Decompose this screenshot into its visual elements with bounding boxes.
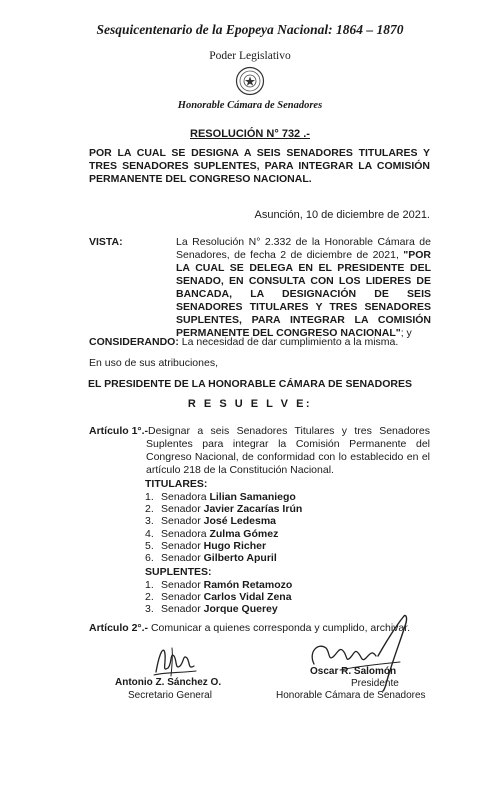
item-number: 3. <box>145 603 154 616</box>
article-1-label: Artículo 1°.- <box>89 425 149 437</box>
coat-of-arms-seal-icon <box>235 66 265 96</box>
item-title: Senador <box>161 503 201 516</box>
presidente-heading: EL PRESIDENTE DE LA HONORABLE CÁMARA DE SENADORES <box>88 378 412 390</box>
item-title: Senador <box>161 539 201 552</box>
suplentes-heading: SUPLENTES: <box>145 566 212 578</box>
considerando-label: CONSIDERANDO: <box>89 336 179 348</box>
vista-label: VISTA: <box>89 236 123 248</box>
suplentes-list <box>145 579 292 616</box>
signature-left <box>150 642 200 680</box>
titulares-list <box>145 491 302 564</box>
list-item <box>145 552 302 564</box>
item-name: Gilberto Apuril <box>203 552 277 565</box>
list-item <box>145 503 302 515</box>
secretary-role: Secretario General <box>128 690 212 701</box>
item-title: Senador <box>161 552 201 565</box>
resuelve-heading: R E S U E L V E: <box>187 398 313 410</box>
institution-name: Poder Legislativo <box>209 50 291 62</box>
list-item <box>145 528 302 540</box>
item-name: Lilian Samaniego <box>209 491 296 503</box>
item-number: 2. <box>145 503 154 516</box>
list-item <box>145 603 292 615</box>
item-number: 2. <box>145 591 154 604</box>
item-number: 5. <box>145 539 154 552</box>
item-name: Zulma Gómez <box>209 527 279 540</box>
vista-text-end: ; y <box>400 327 412 339</box>
president-name: Oscar R. Salomón <box>310 666 397 677</box>
item-number: 4. <box>145 527 154 540</box>
chamber-name: Honorable Cámara de Senadores <box>177 100 323 111</box>
article-2-text: Comunicar a quienes corresponda y cumplido, archivar. <box>148 622 411 634</box>
secretary-name: Antonio Z. Sánchez O. <box>115 677 222 688</box>
list-item <box>145 515 302 527</box>
list-item <box>145 579 292 591</box>
item-number: 6. <box>145 552 154 565</box>
considerando <box>89 336 398 348</box>
considerando-text: La necesidad de dar cumplimiento a la misma. <box>178 336 399 348</box>
item-title: Senador <box>161 579 201 591</box>
president-role: Presidente <box>351 678 399 689</box>
resolution-title <box>0 128 500 140</box>
vista-text <box>176 236 431 340</box>
president-organization: Honorable Cámara de Senadores <box>276 690 426 701</box>
article-2-label: Artículo 2°.- <box>89 622 149 634</box>
article-1-text: Designar a seis Senadores Titulares y tres Senadores Suplentes para integrar la Comisión Permanente del Congreso Nacional, de conformidad con lo establecido en el artículo 218 de la Constitución Nacional. <box>146 425 430 476</box>
atribuciones-text: En uso de sus atribuciones, <box>89 357 218 369</box>
vista-text-plain: La Resolución N° 2.332 de la Honorable Cámara de Senadores, de fecha 2 de diciembre de 2021, <box>176 236 431 261</box>
item-title: Senadora <box>161 491 207 503</box>
titulares-heading: TITULARES: <box>145 478 208 490</box>
item-title: Senadora <box>161 527 207 540</box>
item-title: Senador <box>161 515 201 528</box>
item-title: Senador <box>161 591 201 604</box>
vista-text-bold: "POR LA CUAL SE DELEGA EN EL PRESIDENTE DEL SENADO, EN CONSULTA CON LOS LIDERES DE BANCADA, LA DESIGNACIÓN DE SEIS SENADORES TITULARES Y TRES SENADORES SUPLENTES, PARA INTEGRAR LA COMISIÓN PERMANENTE DEL CONGRESO NACIONAL" <box>176 249 431 339</box>
item-name: José Ledesma <box>203 515 276 528</box>
item-name: Hugo Richer <box>203 539 267 552</box>
item-name: Javier Zacarías Irún <box>203 503 303 516</box>
item-name: Carlos Vidal Zena <box>203 591 292 604</box>
item-number: 1. <box>145 579 154 591</box>
item-name: Ramón Retamozo <box>203 579 293 591</box>
item-number: 1. <box>145 491 154 503</box>
item-number: 3. <box>145 515 154 528</box>
resolution-subject: POR LA CUAL SE DESIGNA A SEIS SENADORES TITULARES Y TRES SENADORES SUPLENTES, PARA INTEGRAR LA COMISIÓN PERMANENTE DEL CONGRESO NACIONAL. <box>89 147 430 185</box>
list-item <box>145 540 302 552</box>
list-item <box>145 491 302 503</box>
list-item <box>145 591 292 603</box>
commemorative-heading: Sesquicentenario de la Epopeya Nacional: 1864 – 1870 <box>96 22 404 37</box>
item-name: Jorque Querey <box>203 603 278 616</box>
resolution-date: Asunción, 10 de diciembre de 2021. <box>254 209 430 221</box>
item-title: Senador <box>161 603 201 616</box>
resolution-number: RESOLUCIÓN N° 732 .- <box>190 128 310 140</box>
